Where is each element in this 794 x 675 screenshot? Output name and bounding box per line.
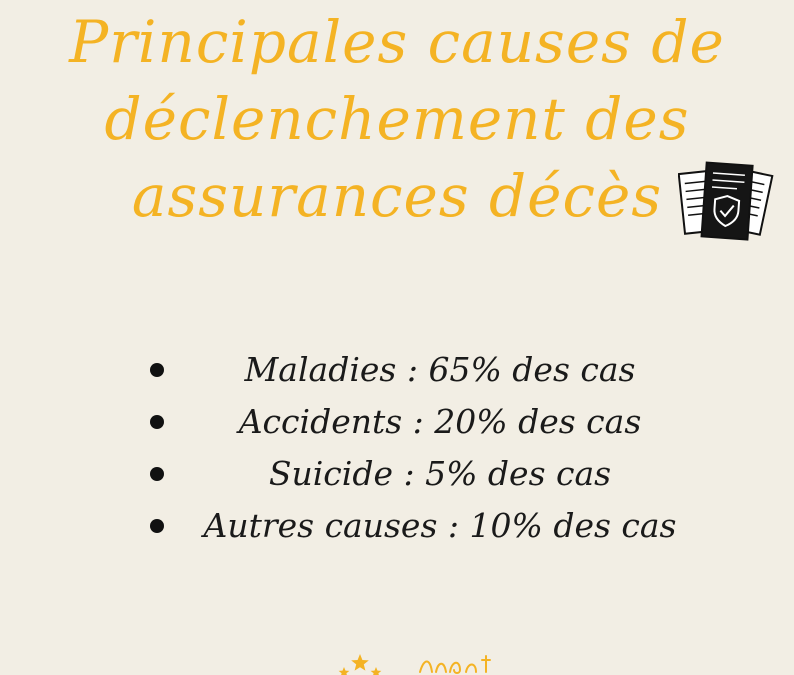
cause-label: Accidents : 20% des cas <box>238 402 642 441</box>
star-crown-logo <box>320 648 550 675</box>
list-item <box>140 500 700 552</box>
list-item <box>140 344 700 396</box>
title-line-2: déclenchement des <box>104 85 690 153</box>
list-item <box>140 396 700 448</box>
list-item <box>140 448 700 500</box>
causes-list <box>140 344 700 552</box>
bullet-icon <box>150 519 164 533</box>
cause-label: Maladies : 65% des cas <box>244 350 636 389</box>
title-line-3: assurances décès <box>131 162 663 230</box>
bullet-icon <box>150 363 164 377</box>
title-line-1: Principales causes de <box>69 8 725 76</box>
page-title <box>20 4 774 235</box>
insurance-document-shield-icon <box>678 160 774 244</box>
bullet-icon <box>150 415 164 429</box>
cause-label: Autres causes : 10% des cas <box>203 506 677 545</box>
cause-label: Suicide : 5% des cas <box>268 454 612 493</box>
bullet-icon <box>150 467 164 481</box>
